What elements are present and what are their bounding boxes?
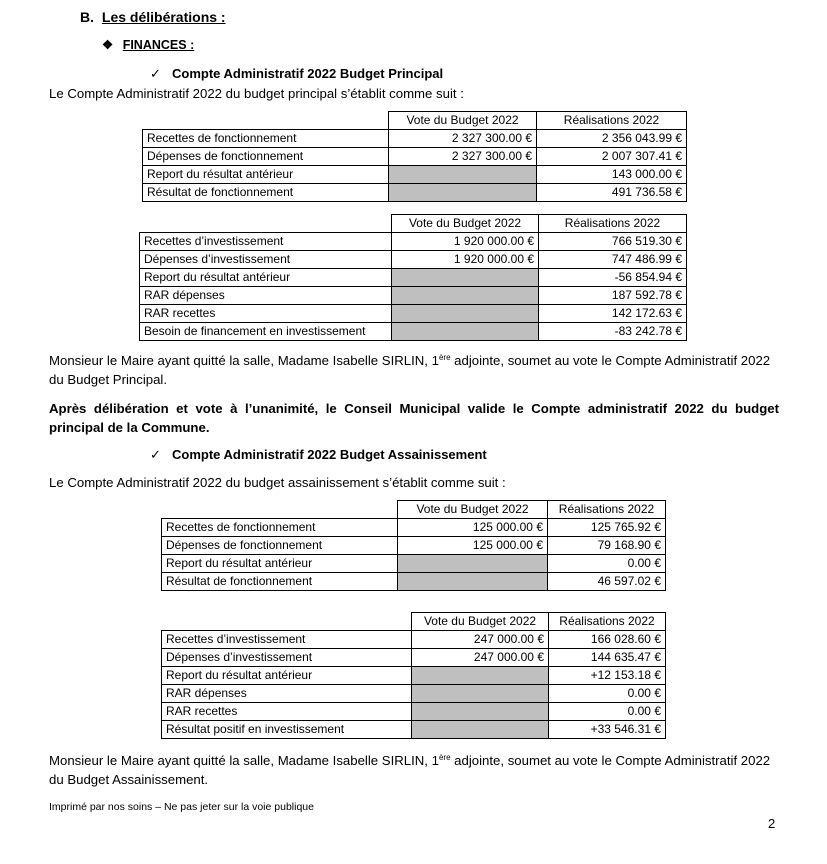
empty-cell [162, 501, 398, 519]
real-value: 46 597.02 € [548, 573, 666, 591]
real-value: 143 000.00 € [537, 166, 687, 184]
empty-cell [162, 613, 412, 631]
principal-fonctionnement-table [142, 111, 687, 202]
table-row [162, 703, 666, 721]
assainissement-heading-text: Compte Administratif 2022 Budget Assainissement [172, 447, 487, 462]
real-value: 491 736.58 € [537, 184, 687, 202]
table-header-row [143, 112, 687, 130]
grey-cell [398, 573, 548, 591]
table-row [143, 166, 687, 184]
table-row [143, 130, 687, 148]
table-row [162, 573, 666, 591]
vote-value: 247 000.00 € [412, 631, 549, 649]
row-label: Report du résultat antérieur [140, 269, 392, 287]
real-value: 144 635.47 € [549, 649, 666, 667]
real-value: 0.00 € [548, 555, 666, 573]
col-vote-header: Vote du Budget 2022 [412, 613, 549, 631]
row-label: Dépenses d’investissement [140, 251, 392, 269]
vote-text-end: adjointe, soumet au vote le Compte Administratif 2022 du Budget Assainissement. [49, 753, 771, 787]
row-label: RAR dépenses [140, 287, 392, 305]
assainissement-fonctionnement-table [161, 500, 666, 591]
col-vote-header: Vote du Budget 2022 [389, 112, 537, 130]
empty-cell [140, 215, 392, 233]
row-label: Recettes d’investissement [162, 631, 412, 649]
checkmark-icon: ✓ [150, 447, 161, 462]
real-value: 79 168.90 € [548, 537, 666, 555]
grey-cell [389, 184, 537, 202]
section-heading [80, 9, 226, 25]
table-row [162, 721, 666, 739]
row-label: RAR recettes [140, 305, 392, 323]
table-header-row [162, 501, 666, 519]
grey-cell [412, 703, 549, 721]
grey-cell [392, 305, 539, 323]
col-real-header: Réalisations 2022 [539, 215, 687, 233]
assainissement-vote-paragraph [49, 751, 779, 789]
row-label: Report du résultat antérieur [162, 667, 412, 685]
row-label: Recettes de fonctionnement [162, 519, 398, 537]
grey-cell [392, 287, 539, 305]
real-value: 2 007 307.41 € [537, 148, 687, 166]
principal-decision: Après délibération et vote à l’unanimité, le Conseil Municipal valide le Compte administratif 2022 du budget principal de la Commune. [49, 401, 779, 435]
real-value: +12 153.18 € [549, 667, 666, 685]
assainissement-investissement-table [161, 612, 666, 739]
table-header-row [162, 613, 666, 631]
row-label: Report du résultat antérieur [143, 166, 389, 184]
principal-investissement-table [139, 214, 687, 341]
finances-heading [102, 37, 194, 52]
table-row [143, 184, 687, 202]
col-vote-header: Vote du Budget 2022 [392, 215, 539, 233]
real-value: -83 242.78 € [539, 323, 687, 341]
vote-text-start: Monsieur le Maire ayant quitté la salle, Madame Isabelle SIRLIN, 1 [49, 753, 439, 768]
principal-vote-paragraph [49, 351, 779, 389]
grey-cell [412, 685, 549, 703]
real-value: 0.00 € [549, 685, 666, 703]
assainissement-subheading [150, 447, 487, 463]
table-row [140, 251, 687, 269]
table-row [140, 323, 687, 341]
col-real-header: Réalisations 2022 [537, 112, 687, 130]
vote-value: 2 327 300.00 € [389, 148, 537, 166]
section-label: B. [80, 9, 94, 25]
table-row [140, 233, 687, 251]
checkmark-icon: ✓ [150, 66, 161, 81]
real-value: +33 546.31 € [549, 721, 666, 739]
row-label: Dépenses d’investissement [162, 649, 412, 667]
vote-text-end: adjointe, soumet au vote le Compte Administratif 2022 du Budget Principal. [49, 353, 771, 387]
col-vote-header: Vote du Budget 2022 [398, 501, 548, 519]
col-real-header: Réalisations 2022 [548, 501, 666, 519]
table-row [162, 649, 666, 667]
table-row [162, 667, 666, 685]
diamond-bullet-icon: ❖ [102, 38, 114, 52]
real-value: 0.00 € [549, 703, 666, 721]
row-label: Dépenses de fonctionnement [143, 148, 389, 166]
row-label: Recettes de fonctionnement [143, 130, 389, 148]
grey-cell [389, 166, 537, 184]
ordinal-superscript: ère [438, 753, 451, 762]
grey-cell [398, 555, 548, 573]
vote-value: 125 000.00 € [398, 537, 548, 555]
grey-cell [412, 721, 549, 739]
table-row [162, 631, 666, 649]
grey-cell [392, 269, 539, 287]
vote-value: 247 000.00 € [412, 649, 549, 667]
ordinal-superscript: ère [438, 353, 451, 362]
real-value: 166 028.60 € [549, 631, 666, 649]
row-label: Report du résultat antérieur [162, 555, 398, 573]
table-row [162, 537, 666, 555]
row-label: Recettes d’investissement [140, 233, 392, 251]
real-value: 142 172.63 € [539, 305, 687, 323]
table-row [143, 148, 687, 166]
vote-text-start: Monsieur le Maire ayant quitté la salle, Madame Isabelle SIRLIN, 1 [49, 353, 439, 368]
vote-value: 2 327 300.00 € [389, 130, 537, 148]
assainissement-intro: Le Compte Administratif 2022 du budget assainissement s’établit comme suit : [49, 475, 506, 490]
row-label: Besoin de financement en investissement [140, 323, 392, 341]
table-row [140, 305, 687, 323]
principal-subheading [150, 66, 443, 82]
real-value: 187 592.78 € [539, 287, 687, 305]
footer-note: Imprimé par nos soins – Ne pas jeter sur la voie publique [49, 801, 314, 813]
row-label: Résultat de fonctionnement [143, 184, 389, 202]
table-row [162, 555, 666, 573]
real-value: -56 854.94 € [539, 269, 687, 287]
vote-value: 1 920 000.00 € [392, 251, 539, 269]
vote-value: 1 920 000.00 € [392, 233, 539, 251]
row-label: Résultat de fonctionnement [162, 573, 398, 591]
table-row [140, 287, 687, 305]
principal-intro: Le Compte Administratif 2022 du budget principal s’établit comme suit : [49, 86, 464, 101]
table-header-row [140, 215, 687, 233]
real-value: 766 519.30 € [539, 233, 687, 251]
col-real-header: Réalisations 2022 [549, 613, 666, 631]
row-label: RAR dépenses [162, 685, 412, 703]
finances-title: FINANCES : [122, 38, 195, 52]
grey-cell [392, 323, 539, 341]
real-value: 125 765.92 € [548, 519, 666, 537]
table-row [162, 519, 666, 537]
real-value: 747 486.99 € [539, 251, 687, 269]
row-label: RAR recettes [162, 703, 412, 721]
page-number: 2 [768, 816, 776, 831]
section-title: Les délibérations : [101, 9, 226, 25]
row-label: Résultat positif en investissement [162, 721, 412, 739]
table-row [162, 685, 666, 703]
grey-cell [412, 667, 549, 685]
vote-value: 125 000.00 € [398, 519, 548, 537]
empty-cell [143, 112, 389, 130]
table-row [140, 269, 687, 287]
real-value: 2 356 043.99 € [537, 130, 687, 148]
principal-heading-text: Compte Administratif 2022 Budget Principal [172, 66, 444, 81]
row-label: Dépenses de fonctionnement [162, 537, 398, 555]
